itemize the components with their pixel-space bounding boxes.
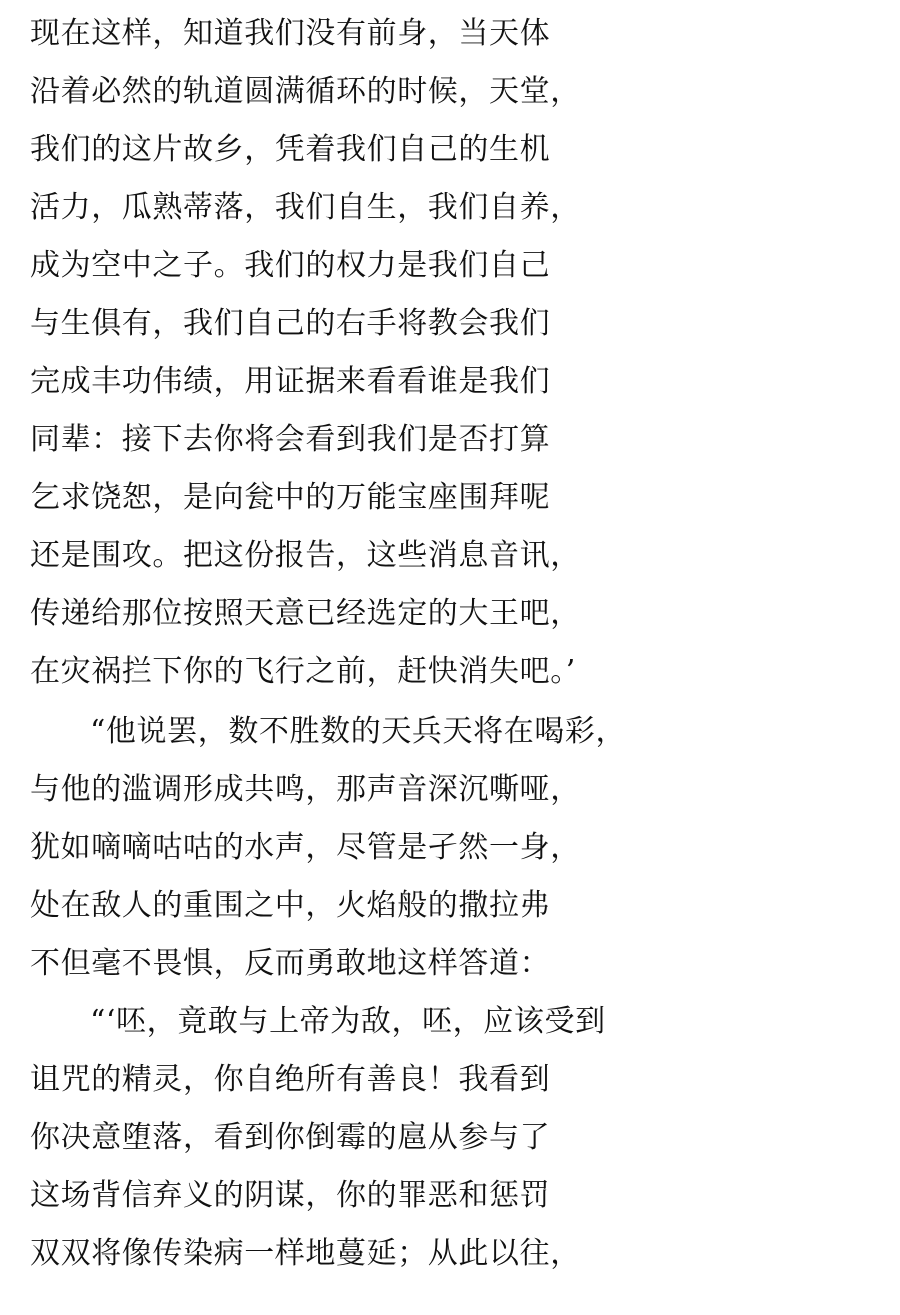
text-line-17: 不但毫不畏惧，反而勇敢地这样答道：: [30, 946, 551, 981]
text-line-3: 我们的这片故乡，凭着我们自己的生机: [30, 132, 551, 167]
text-line-16: 处在敌人的重围之中，火焰般的撒拉弗: [30, 888, 551, 923]
text-line-8: 同辈：接下去你将会看到我们是否打算: [30, 422, 551, 457]
text-line-22: 双双将像传染病一样地蔓延；从此以往，: [30, 1236, 581, 1271]
text-line-21: 这场背信弃义的阴谋，你的罪恶和惩罚: [30, 1178, 551, 1213]
text-line-6: 与生俱有，我们自己的右手将教会我们: [30, 306, 551, 341]
text-line-7: 完成丰功伟绩，用证据来看看谁是我们: [30, 364, 551, 399]
text-line-14: 与他的滥调形成共鸣，那声音深沉嘶哑，: [30, 772, 581, 807]
text-line-11: 传递给那位按照天意已经选定的大王吧，: [30, 596, 581, 631]
text-line-5: 成为空中之子。我们的权力是我们自己: [30, 248, 551, 283]
text-line-15: 犹如嘀嘀咕咕的水声，尽管是孑然一身，: [30, 830, 581, 865]
text-line-18: “‘呸，竟敢与上帝为敌，呸，应该受到: [90, 1004, 606, 1039]
text-line-10: 还是围攻。把这份报告，这些消息音讯，: [30, 538, 581, 573]
text-line-13: “他说罢，数不胜数的天兵天将在喝彩，: [90, 714, 627, 749]
text-line-20: 你决意堕落，看到你倒霉的扈从参与了: [30, 1120, 551, 1155]
text-line-19: 诅咒的精灵，你自绝所有善良！我看到: [30, 1062, 551, 1097]
text-line-1: 现在这样，知道我们没有前身，当天体: [30, 16, 551, 51]
text-line-4: 活力，瓜熟蒂落，我们自生，我们自养，: [30, 190, 581, 225]
text-line-12: 在灾祸拦下你的飞行之前，赶快消失吧。’: [30, 654, 576, 689]
text-line-2: 沿着必然的轨道圆满循环的时候，天堂，: [30, 74, 581, 109]
text-line-9: 乞求饶恕，是向瓮中的万能宝座围拜呢: [30, 480, 551, 515]
